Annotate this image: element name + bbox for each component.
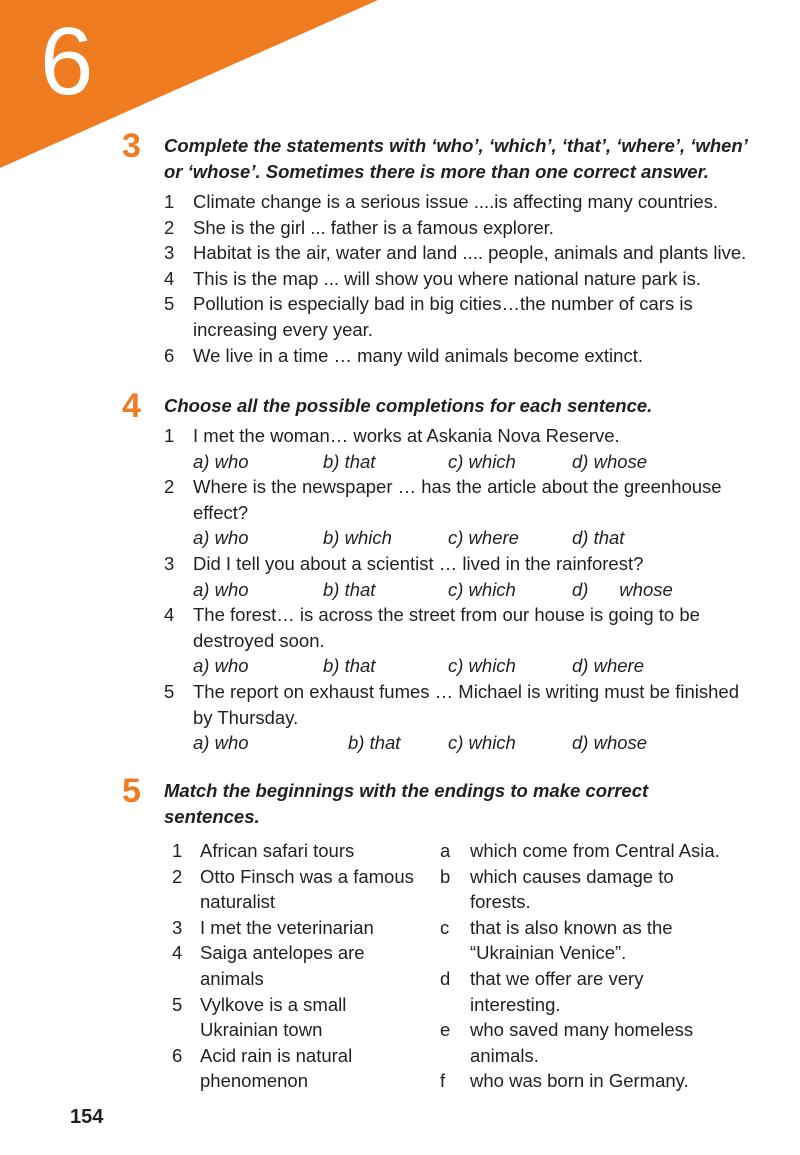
page-number: 154 — [70, 1106, 104, 1128]
option: c) which — [448, 732, 516, 754]
option: b) that — [323, 655, 376, 677]
option: c) which — [448, 578, 516, 600]
unit-number: 6 — [40, 8, 94, 115]
list-item: 4 This is the map ... will show you where national nature park is. — [164, 267, 701, 289]
list-item: c that is also known as the “Ukrainian Venice”. — [440, 916, 673, 964]
option: a) who — [193, 527, 249, 549]
list-item: 3 Habitat is the air, water and land .... people, animals and plants live. — [164, 242, 747, 264]
list-item: e who saved many homeless animals. — [440, 1019, 694, 1066]
option: a) who — [193, 655, 249, 677]
list-item: 2 She is the girl ... father is a famous explorer. — [164, 216, 554, 238]
option: b) that — [323, 578, 376, 600]
list-item: 1 I met the woman… works at Askania Nova Reserve. a) who b) that c) which d) whose — [164, 423, 762, 474]
exercise-number: 5 — [122, 772, 141, 810]
list-item: 3 Did I tell you about a scientist … lived in the rainforest? a) who b) that c) which d) whose — [164, 551, 762, 602]
list-item: 1 African safari tours — [172, 840, 355, 861]
answer-options — [193, 449, 762, 475]
option: c) which — [448, 450, 516, 472]
list-item: 4 The forest… is across the street from our house is going to be destroyed soon. a) who b) that c) which d) where — [164, 602, 762, 679]
list-item: 1 Climate change is a serious issue ....is affecting many countries. — [164, 191, 719, 212]
list-item: 4 Saiga antelopes are animals — [172, 942, 365, 989]
option: d) where — [572, 655, 644, 677]
option: d) whose — [572, 450, 648, 472]
exercise-instruction: Match the beginnings with the endings to make correct sentences. — [164, 780, 649, 827]
option: c) where — [448, 527, 519, 549]
option: d) that — [572, 527, 625, 549]
list-item: 5 The report on exhaust fumes … Michael is writing must be finished by Thursday. a) who b) that c) which d) whose — [164, 679, 753, 756]
exercise-5 — [122, 772, 762, 1098]
statement-list — [164, 189, 762, 368]
exercise-4 — [122, 387, 762, 756]
option: d) whose — [572, 578, 673, 600]
list-item: 5 Vylkove is a small Ukrainian town — [172, 993, 347, 1041]
option: b) that — [348, 732, 401, 754]
list-item: f who was born in Germany. — [440, 1070, 689, 1092]
exercise-number: 3 — [122, 127, 141, 165]
option: d) whose — [572, 732, 648, 754]
option: b) that — [323, 450, 376, 472]
answer-options — [193, 653, 762, 679]
answer-options — [193, 577, 762, 603]
matching-table — [172, 838, 762, 1098]
list-item: 2 Where is the newspaper … has the article about the greenhouse effect? a) who b) which c) where d) that — [164, 474, 762, 551]
option: c) which — [448, 655, 516, 677]
exercise-instruction: Complete the statements with ‘who’, ‘which’, ‘that’, ‘where’, ‘when’ or ‘whose’. Sometimes there is more than one correct answer. — [164, 135, 748, 182]
list-item: 6 We live in a time … many wild animals become extinct. — [164, 344, 643, 366]
answer-options — [193, 730, 753, 756]
option: b) which — [323, 527, 392, 549]
option: a) who — [193, 578, 249, 600]
list-item: 5 Pollution is especially bad in big cities…the number of cars is increasing every year. — [164, 293, 693, 340]
list-item: a which come from Central Asia. — [440, 840, 720, 861]
list-item: d that we offer are very interesting. — [440, 967, 644, 1015]
list-item: 2 Otto Finsch was a famous naturalist — [172, 865, 414, 913]
answer-options — [193, 525, 762, 551]
list-item: b which causes damage to forests. — [440, 865, 674, 913]
endings-column — [440, 838, 740, 1094]
option: a) who — [193, 450, 249, 472]
exercise-instruction: Choose all the possible completions for each sentence. — [164, 395, 653, 416]
list-item: 6 Acid rain is natural phenomenon — [172, 1044, 353, 1092]
exercise-number: 4 — [122, 387, 141, 425]
beginnings-column — [172, 838, 432, 1094]
sentence-list — [164, 423, 762, 756]
list-item: 3 I met the veterinarian — [172, 916, 374, 938]
option: a) who — [193, 732, 249, 754]
exercise-3 — [122, 127, 762, 368]
